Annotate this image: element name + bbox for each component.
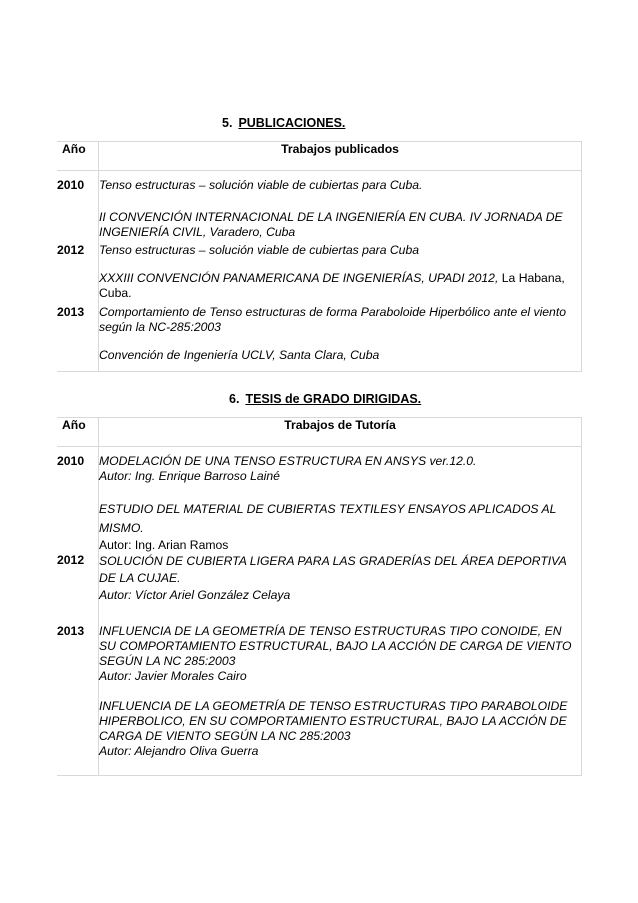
table-row [57,301,582,372]
section-6-number: 6. [229,392,240,406]
thesis-author: Autor: Ing. Enrique Barroso Lainé [99,469,280,483]
table-header-row [57,418,582,447]
thesis-author: Autor: Alejandro Oliva Guerra [99,744,259,758]
table-row [57,604,582,776]
column-header-year: Año [57,418,99,447]
row-year: 2012 [57,240,99,301]
row-content [99,171,582,241]
table-header-row [57,142,582,171]
thesis-table [57,417,582,776]
row-content [99,301,582,372]
row-content [99,447,582,554]
row-content [99,604,582,776]
publication-title: Comportamiento de Tenso estructuras de forma Paraboloide Hiperbólico ante el viento según la NC-285:2003 [99,305,566,334]
publication-event [99,271,581,301]
thesis-title: INFLUENCIA DE LA GEOMETRÍA DE TENSO ESTRUCTURAS TIPO PARABOLOIDE HIPERBOLICO, EN SU COMPORTAMIENTO ESTRUCTURAL, BAJO LA ACCIÓN DE CARGA DE VIENTO SEGÚN LA NC 285:2003 [99,699,568,743]
section-5-number: 5. [222,116,233,130]
table-row [57,171,582,241]
table-row [57,240,582,301]
table-row [57,447,582,554]
thesis-author: Autor: Ing. Arian Ramos [99,538,229,552]
section-5-title: PUBLICACIONES. [238,116,346,130]
row-year: 2012 [57,553,99,604]
thesis-author: Autor: Javier Morales Cairo [99,669,247,683]
thesis-title: ESTUDIO DEL MATERIAL DE CUBIERTAS TEXTILESY ENSAYOS APLICADOS AL MISMO. [99,502,557,535]
row-year: 2010 [57,447,99,554]
section-6-heading [0,392,638,406]
row-content [99,553,582,604]
publication-title: Tenso estructuras – solución viable de cubiertas para Cuba [99,243,419,257]
publication-event: II CONVENCIÓN INTERNACIONAL DE LA INGENIERÍA EN CUBA. IV JORNADA DE INGENIERÍA CIVIL, Varadero, Cuba [99,210,563,239]
thesis-title: SOLUCIÓN DE CUBIERTA LIGERA PARA LAS GRADERÍAS DEL ÁREA DEPORTIVA DE LA CUJAE. [99,554,567,585]
column-header-works: Trabajos publicados [99,142,582,171]
publications-table [57,141,582,372]
column-header-year: Año [57,142,99,171]
publication-event-italic: XXXIII CONVENCIÓN PANAMERICANA DE INGENIERÍAS, UPADI 2012, [99,271,499,285]
publication-title: Tenso estructuras – solución viable de cubiertas para Cuba. [99,178,423,192]
row-content [99,240,582,301]
publication-event-place: La Habana, Cuba. [99,271,565,300]
row-year: 2013 [57,301,99,372]
thesis-title: MODELACIÓN DE UNA TENSO ESTRUCTURA EN ANSYS ver.12.0. [99,454,477,468]
table-row [57,553,582,604]
thesis-author: Autor: Víctor Ariel González Celaya [99,588,291,602]
thesis-title: INFLUENCIA DE LA GEOMETRÍA DE TENSO ESTRUCTURAS TIPO CONOIDE, EN SU COMPORTAMIENTO ESTRUCTURAL, BAJO LA ACCIÓN DE CARGA DE VIENTO SEGÚN LA NC 285:2003 [99,624,572,668]
publication-event: Convención de Ingeniería UCLV, Santa Clara, Cuba [99,348,380,362]
section-6-title: TESIS de GRADO DIRIGIDAS. [245,392,422,406]
section-5-heading [0,116,638,130]
row-year: 2013 [57,604,99,776]
row-year: 2010 [57,171,99,241]
column-header-works: Trabajos de Tutoría [99,418,582,447]
